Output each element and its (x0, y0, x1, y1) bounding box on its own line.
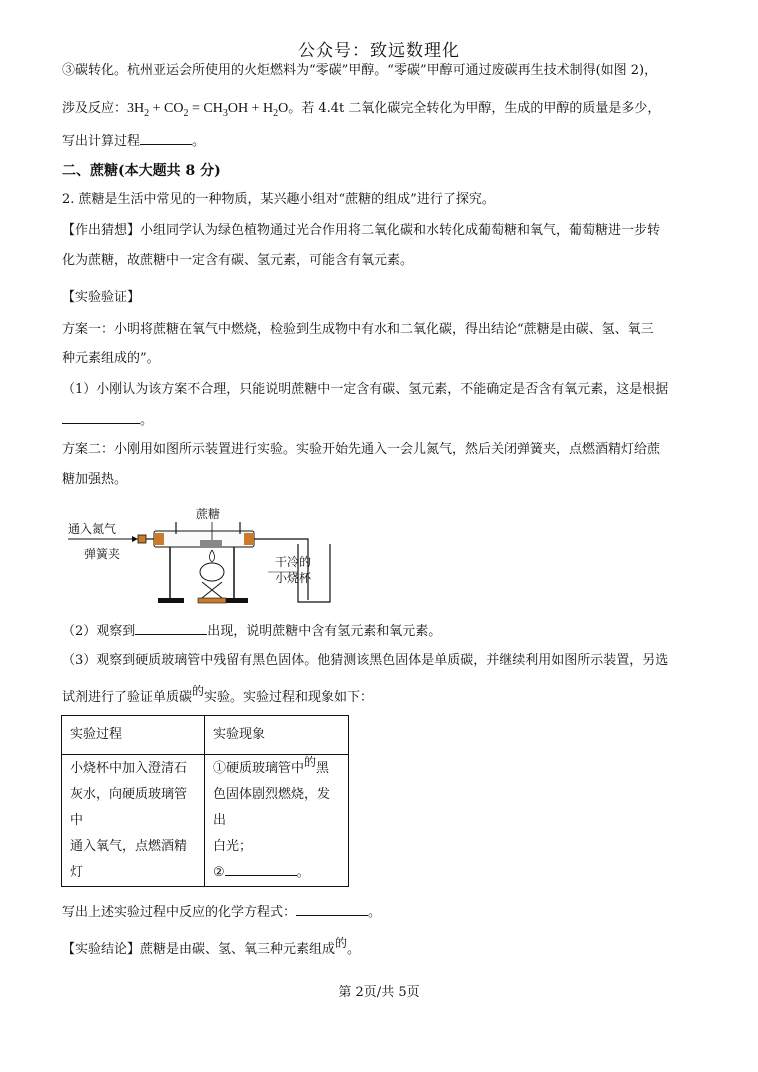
table-cell-process (62, 755, 205, 887)
equation-prompt-line (62, 903, 381, 922)
q2-guess-line-2: 化为蔗糖，故蔗糖中一定含有碳、氢元素，可能含有氧元素。 (62, 253, 414, 268)
conclusion-pre: 【实验结论】蔗糖是由碳、氢、氧三种元素组成 (62, 942, 336, 957)
flame-icon (210, 550, 215, 562)
q2-sub2-pre: （2）观察到 (62, 624, 136, 639)
answer-blank[interactable] (296, 903, 368, 916)
table-header-phenomenon: 实验现象 (205, 716, 349, 755)
table-header-process: 实验过程 (62, 716, 205, 755)
phen-1-de: 的 (304, 755, 317, 769)
process-line: 灰水，向硬质玻璃管中 (70, 786, 188, 828)
q2-sub2-post: 出现，说明蔗糖中含有氢元素和氧元素。 (207, 624, 442, 639)
experiment-table (61, 715, 349, 887)
eq-sub: 2 (183, 107, 189, 119)
q2-plan1-line-2: 种元素组成的”。 (62, 351, 160, 366)
q2-sub3-de: 的 (192, 684, 205, 698)
lamp-base (198, 598, 226, 603)
q2-sub3-pre: 试剂进行了验证单质碳 (62, 690, 193, 705)
q2-sub3-post: 实验。实验过程和现象如下： (204, 690, 374, 705)
eq-h2: 3H (127, 101, 145, 116)
q2-plan1-line-1: 方案一：小明将蔗糖在氧气中燃烧，检验到生成物中有水和二氧化碳，得出结论“蔗糖是由碳、氢、氧三 (62, 322, 654, 337)
carbon-line-2 (62, 100, 660, 123)
page-footer: 第 2页/共 5页 (338, 985, 420, 1000)
table-row (62, 755, 349, 887)
stopper-right (244, 533, 254, 545)
eq-ch3: = CH (188, 101, 223, 116)
answer-blank[interactable] (135, 622, 207, 635)
q2-sub3-line-1: （3）观察到硬质玻璃管中残留有黑色固体。他猜测该黑色固体是单质碳，并继续利用如图所示装置，另选 (62, 653, 669, 668)
outlet-tube (254, 539, 308, 600)
carbon-line-1: ③碳转化。杭州亚运会所使用的火炬燃料为“零碳”甲醇。“零碳”甲醇可通过废碳再生技术制得(如图 2)， (62, 63, 658, 78)
phen-1-post: 黑 (316, 761, 330, 776)
label-beaker-1: 干冷的 (275, 555, 312, 569)
conclusion-de: 的 (335, 936, 348, 950)
eq-o: O (278, 101, 289, 116)
spring-clip-icon (138, 535, 146, 543)
table-header-row (62, 716, 349, 755)
answer-blank[interactable] (225, 863, 297, 876)
q2-sub2 (62, 622, 441, 641)
q2-sub1-line-2 (62, 411, 153, 430)
eq-co2: + CO (149, 101, 184, 116)
phenomenon-line (213, 755, 340, 782)
conclusion-end: 。 (347, 942, 361, 957)
carbon-line-2-suffix: 。若 4.4t 二氧化碳完全转化为甲醇，生成的甲醇的质量是多少， (288, 101, 661, 116)
answer-blank[interactable] (62, 411, 140, 424)
label-sugar: 蔗糖 (196, 507, 221, 521)
answer-blank[interactable] (140, 132, 192, 145)
eq-sub: 2 (144, 107, 150, 119)
sugar-sample (200, 540, 222, 546)
stopper-left (154, 533, 164, 545)
q2-intro: 2. 蔗糖是生活中常见的一种物质，某兴趣小组对“蔗糖的组成”进行了探究。 (62, 192, 495, 207)
page-header-title: 公众号：致远数理化 (298, 41, 460, 61)
label-beaker-2: 小烧杯 (275, 571, 312, 585)
phenomenon-line: 白光； (213, 839, 253, 854)
phenomenon-line: 色固体剧烈燃烧，发出 (213, 787, 331, 828)
label-spring-clip: 弹簧夹 (84, 547, 121, 561)
phen-4-end: 。 (296, 865, 310, 880)
conclusion-line (62, 936, 361, 959)
equation-prompt: 写出上述实验过程中反应的化学方程式： (62, 905, 297, 920)
q2-plan2-line-1: 方案二：小刚用如图所示装置进行实验。实验开始先通入一会儿氮气，然后关闭弹簧夹，点燃酒精灯给蔗 (62, 442, 661, 457)
equation-end: 。 (368, 905, 382, 920)
eq-sub: 3 (222, 107, 228, 119)
phenomenon-line (213, 860, 340, 886)
eq-sub: 2 (273, 107, 279, 119)
q2-guess-line-1: 【作出猜想】小组同学认为绿色植物通过光合作用将二氧化碳和水转化成葡萄糖和氧气，葡萄糖进一步转 (62, 223, 661, 238)
stand-left-base (158, 598, 184, 603)
q2-sub3-line-2 (62, 684, 374, 707)
process-line: 通入氧气，点燃酒精灯 (70, 838, 188, 880)
carbon-line-3 (62, 132, 205, 151)
carbon-line-3-text: 写出计算过程 (62, 134, 141, 149)
phen-4-pre: ② (213, 865, 225, 880)
carbon-line-3-end: 。 (192, 134, 206, 149)
q2-sub1-end: 。 (140, 413, 154, 428)
table-cell-phenomenon (205, 755, 349, 887)
alcohol-lamp-icon (200, 563, 224, 581)
reaction-equation (127, 101, 289, 119)
phen-1-pre: ①硬质玻璃管中 (213, 761, 305, 776)
carbon-line-2-prefix: 涉及反应： (62, 101, 128, 116)
eq-oh-h: OH + H (227, 101, 274, 116)
q2-sub1-line-1: （1）小刚认为该方案不合理，只能说明蔗糖中一定含有碳、氢元素，不能确定是否含有氧元素，这是根据 (62, 382, 669, 397)
process-line: 小烧杯中加入澄清石 (70, 760, 188, 776)
inlet-arrow-head (132, 536, 138, 542)
q2-verify-heading: 【实验验证】 (62, 290, 141, 305)
label-nitrogen-inlet: 通入氮气 (68, 522, 117, 536)
q2-plan2-line-2: 糖加强热。 (62, 472, 128, 487)
section-title: 二、蔗糖(本大题共 8 分) (62, 163, 221, 179)
apparatus-diagram (62, 500, 352, 612)
